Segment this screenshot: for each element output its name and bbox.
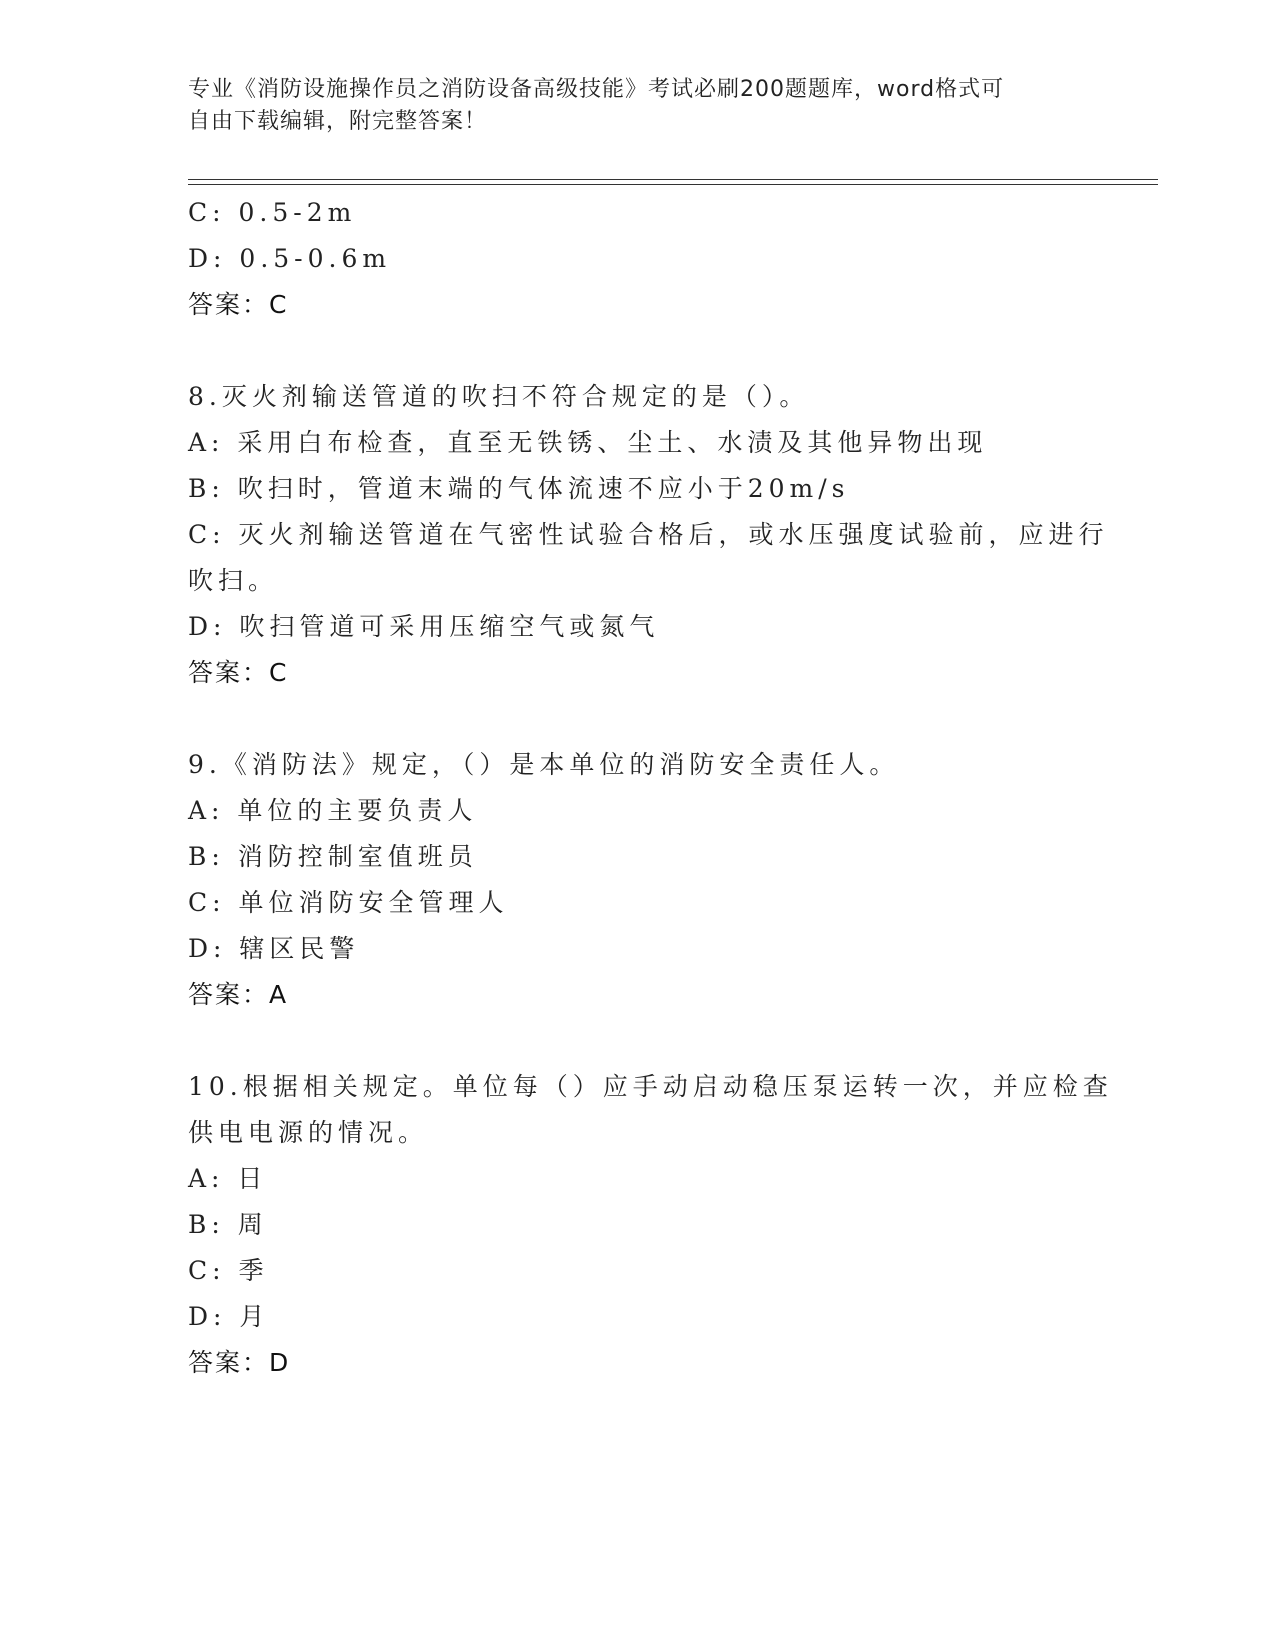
spacer [188,696,1088,742]
header-title-line-1: 专业《消防设施操作员之消防设备高级技能》考试必刷200题题库，word格式可 [188,77,1005,102]
option-c: C: 灭火剂输送管道在气密性试验合格后，或水压强度试验前，应进行 [188,520,1109,549]
option-d: D: 吹扫管道可采用压缩空气或氮气 [188,612,660,641]
question-8-block [188,374,1109,696]
question-stem-continued: 供电电源的情况。 [188,1118,429,1147]
answer-line: 答案：C [188,290,289,319]
answer-line: 答案：D [188,1348,291,1377]
option-d: D: 月 [188,1302,270,1331]
question-9-block [188,742,1088,1018]
answer-line: 答案：C [188,658,289,687]
header-divider-top [188,179,1158,180]
spacer [188,1018,1088,1064]
question-content [188,190,1113,1386]
header-divider-bottom [188,184,1158,185]
option-c: C: 单位消防安全管理人 [188,888,509,917]
spacer [188,328,1088,374]
option-a: A: 日 [188,1164,268,1193]
header-title-line-2: 自由下载编辑，附完整答案！ [188,109,488,134]
option-b: B: 吹扫时，管道末端的气体流速不应小于20m/s [188,474,850,503]
previous-question-block [188,190,1088,328]
question-stem: 8.灭火剂输送管道的吹扫不符合规定的是（）。 [188,382,810,411]
question-stem: 10.根据相关规定。单位每（）应手动启动稳压泵运转一次，并应检查 [188,1072,1113,1101]
option-c: C: 0.5-2m [188,198,357,227]
answer-line: 答案：A [188,980,289,1009]
option-c-continued: 吹扫。 [188,566,279,595]
option-c: C: 季 [188,1256,269,1285]
option-d: D: 辖区民警 [188,934,360,963]
option-a: A: 单位的主要负责人 [188,796,478,825]
option-b: B: 周 [188,1210,268,1239]
document-header [188,74,1068,138]
question-10-block [188,1064,1113,1386]
option-d: D: 0.5-0.6m [188,244,392,273]
option-b: B: 消防控制室值班员 [188,842,478,871]
question-stem: 9.《消防法》规定，（）是本单位的消防安全责任人。 [188,750,900,779]
option-a: A: 采用白布检查，直至无铁锈、尘土、水渍及其他异物出现 [188,428,988,457]
